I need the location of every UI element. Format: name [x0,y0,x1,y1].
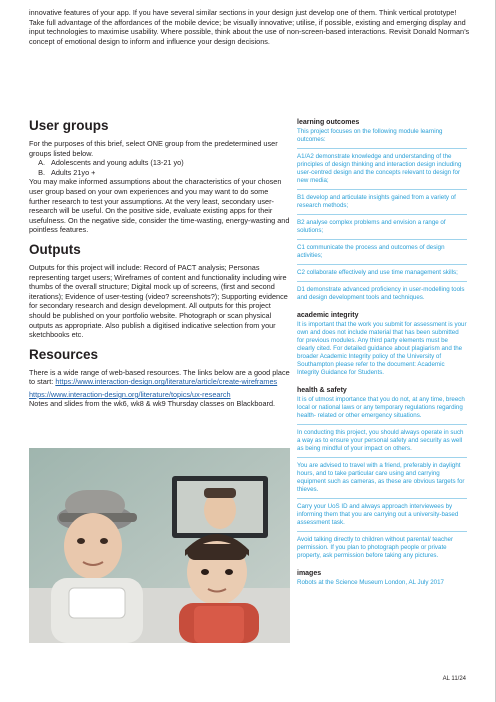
wireframes-link[interactable]: https://www.interaction-design.org/literature/article/create-wireframes [55,377,278,387]
learning-outcome-item: This project focuses on the following module learning outcomes: [297,128,443,143]
resources-body [29,368,291,387]
resources-notes: Notes and slides from the wk6, wk8 & wk9 Thursday classes on Blackboard. [29,399,276,409]
learning-outcome-item: C2 collaborate effectively and use time management skills; [297,269,458,276]
health-safety-heading: health & safety [297,387,347,394]
images-caption: Robots at the Science Museum London, AL July 2017 [297,579,444,586]
outputs-body: Outputs for this project will include: Record of PACT analysis; Personas representing target users; Wireframes of content and functionality including wire thumbs of the overall structure; Digital mock up of screens, (first and second iterations); Evidence of user-testing (video? screenshots?); Supporting evidence for secondary research and design development. All outputs for this project should be published on your portfolio website. Photograph or scan physical outputs as appropriate. Also publish a digitised indicative selection from your sketchbooks etc. [29,262,288,340]
learning-outcome-item: A1/A2 demonstrate knowledge and understanding of the principles of design thinking and interaction design including user-centred design and the concepts relevant to design for new media; [297,153,462,184]
resources-link2-line [29,390,291,400]
intro-paragraph-1: innovative features of your app. If you have several similar sections in your design just develop one of them. Think vertical prototype! [29,8,457,17]
health-safety-item: Carry your UoS ID and always approach interviewees by informing them that you are carrying out a university-based assessment task. [297,503,459,526]
images-heading: images [297,570,322,577]
robots-illustration [29,448,290,643]
learning-outcome-item: B1 develop and articulate insights gained from a variety of research methods; [297,194,456,209]
learning-outcomes-heading: learning outcomes [297,119,360,126]
health-safety-item: It is of utmost importance that you do not, at any time, breech local or national laws or any temporary regulations regarding health- related or other emergency situations. [297,396,465,419]
academic-integrity-body: It is important that the work you submit for assessment is your own and does not include material that has been submitted for previous modules. Any third party elements must be clearly cited. For detailed guidance about plagiarism and the broader Academic Integrity policy of the University of Southampton please refer to the document: Academic Integrity Guidance for Students. [297,321,467,376]
main-column [29,118,291,409]
learning-outcomes-section [297,118,467,302]
intro-paragraph-2: Take full advantage of the affordances of the mobile device; be visually innovative; utilise, if possible, existing and emerging display and input technologies to maximise usability. Where possible, think about the use of non-screen-based interactions. Revisit Donald Norman’s concept of emotional design to inform and influence your design decisions. [29,17,470,46]
sidebar [297,118,467,596]
learning-outcome-item: C1 communicate the process and outcomes of design activities; [297,244,445,259]
page-number: AL 11/24 [442,676,466,682]
resources-intro: There is a wide range of web-based resources. The links below are a good place to start: [29,367,290,387]
learning-outcome-item: B2 analyse complex problems and envision a range of solutions; [297,219,446,234]
user-groups-intro: For the purposes of this brief, select ONE group from the predetermined user groups listed below. [29,139,278,158]
academic-integrity-section [297,311,467,377]
user-groups-heading: User groups [29,118,109,133]
resources-heading: Resources [29,346,99,362]
health-safety-item: Avoid talking directly to children without parental/ teacher permission. If you plan to photograph people or private property, ask permission before taking any pictures. [297,536,454,559]
user-groups-list [29,158,291,177]
academic-integrity-heading: academic integrity [297,312,359,319]
health-safety-item: In conducting this project, you should always operate in such a way as to ensure your personal safety and security as well as being mindful of your impact on others. [297,429,464,452]
user-group-option: A. Adolescents and young adults (13-21 yo) [47,158,291,168]
robots-photo [29,448,290,643]
outputs-heading: Outputs [29,241,81,257]
learning-outcome-item: D1 demonstrate advanced proficiency in user-modelling tools and design development tools and techniques. [297,286,465,301]
user-groups-body: You may make informed assumptions about the characteristics of your chosen user group based on your own experiences and you may want to do some further research to test your assumptions. At the very least, secondary user-research will be useful. On the positive side, evaluate existing apps for their usefulness. On the negative side, consider the time-wasting, energy-wasting and pointless features. [29,177,290,235]
user-group-option: B. Adults 21yo + [47,168,291,178]
intro-text [29,8,479,46]
ux-research-link[interactable]: https://www.interaction-design.org/literature/topics/ux-research [29,389,231,399]
health-safety-item: You are advised to travel with a friend, preferably in daylight hours, and to take particular care using and carrying equipment such as cameras, as these are obvious targets for thieves. [297,462,465,493]
health-safety-section [297,386,467,560]
images-section [297,569,467,587]
